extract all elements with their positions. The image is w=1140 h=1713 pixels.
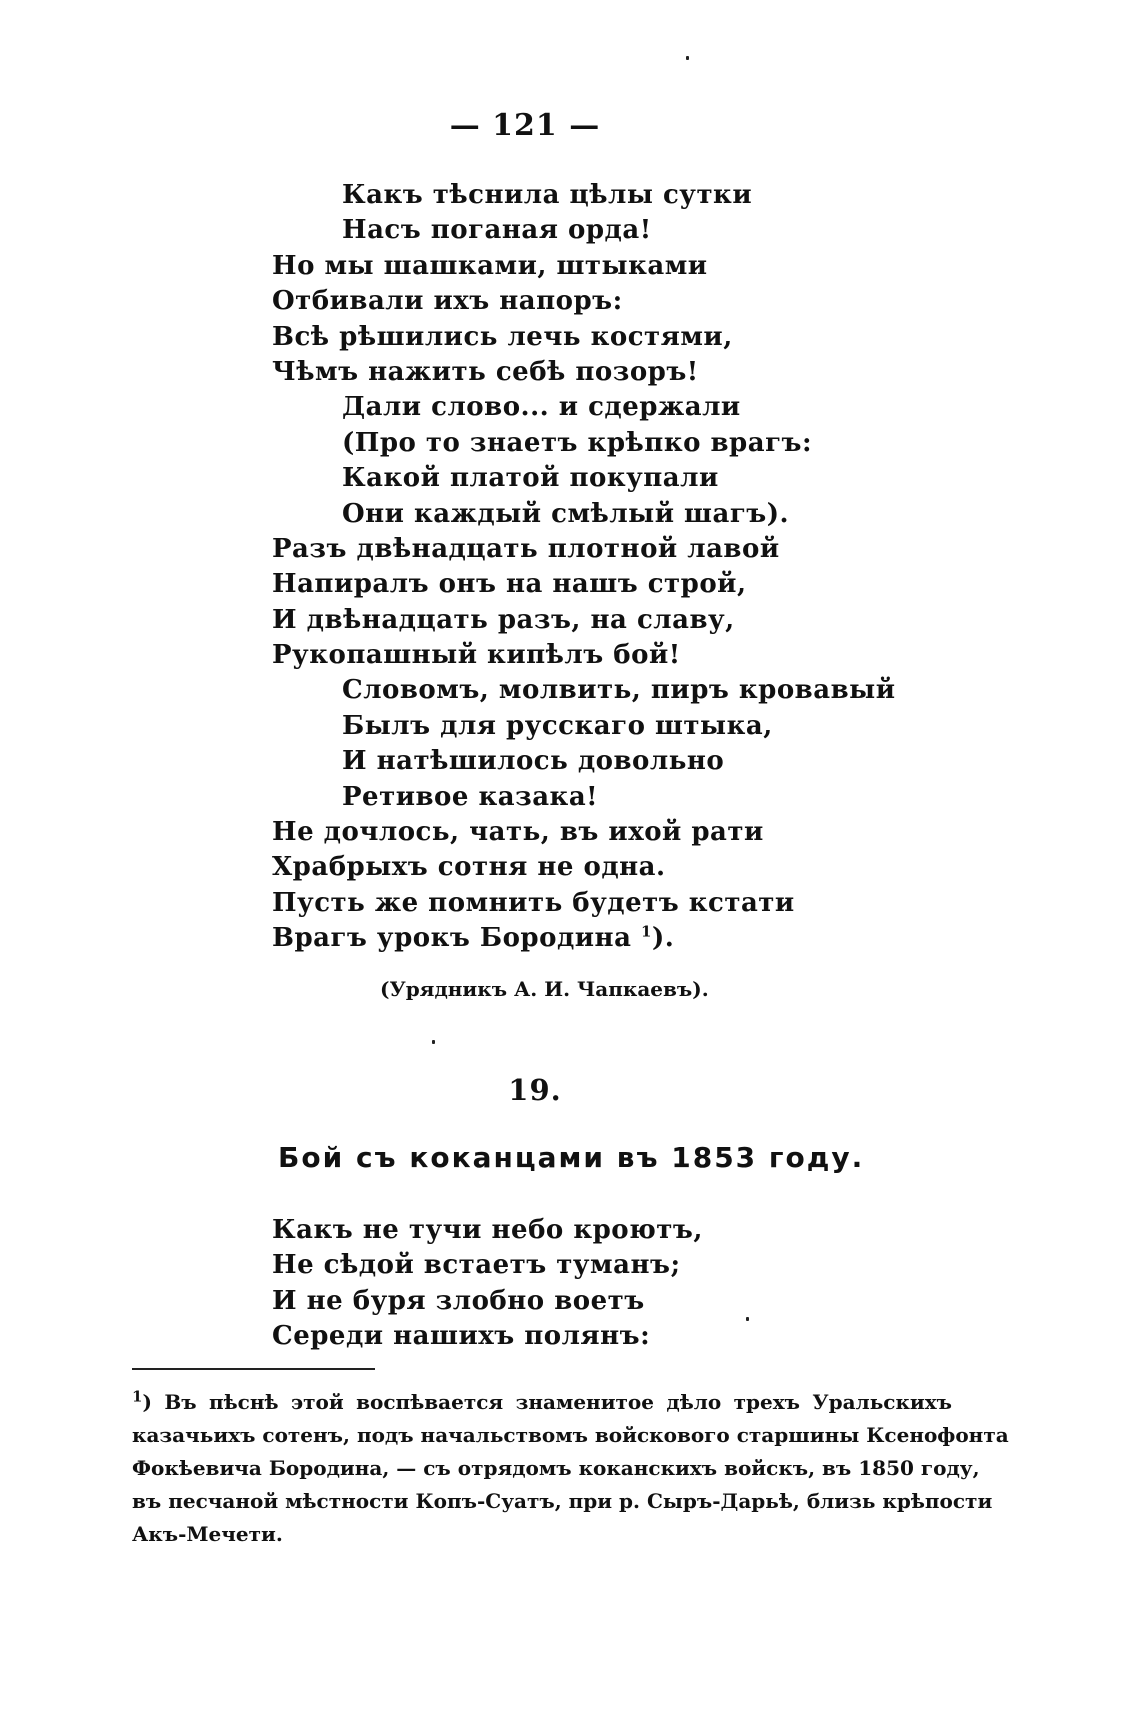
footnote-mark: 1 (132, 1387, 143, 1406)
poem-line: Не сѣдой встаетъ туманъ; (272, 1250, 681, 1281)
poem-line: Ретивое казака! (342, 781, 599, 812)
poem-line: Дали слово... и сдержали (342, 392, 741, 423)
poem-stanza-continued (272, 178, 896, 957)
song-number: 19. (508, 1073, 562, 1107)
footnote-line-1 (132, 1386, 952, 1419)
poem-line: Но мы шашками, штыками (272, 250, 708, 281)
poem-line: И не буря злобно воетъ (272, 1285, 645, 1316)
poem-line: Пусть же помнить будетъ кстати (272, 887, 795, 918)
poem-line: Чѣмъ нажить себѣ позоръ! (272, 356, 699, 387)
poem-line: Былъ для русскаго штыка, (342, 710, 773, 741)
poem-line: И натѣшилось довольно (342, 746, 725, 777)
footnote-line: въ песчаной мѣстности Копъ-Суатъ, при р. Сыръ-Дарьѣ, близь крѣпости (132, 1489, 993, 1513)
footnote-divider (132, 1368, 375, 1370)
poem-line: Середи нашихъ полянъ: (272, 1321, 651, 1352)
poem-line-last (272, 921, 892, 956)
footnote-reference[interactable]: 1 (641, 922, 652, 941)
footnote-line-text: ) Въ пѣснѣ этой воспѣвается знаменитое дѣло трехъ Уральскихъ (142, 1390, 952, 1414)
footnote-line: Акъ-Мечети. (132, 1522, 283, 1546)
page-number: — 121 — (449, 108, 601, 143)
poem-stanza-next (272, 1213, 892, 1355)
poem-attribution: (Урядникъ А. И. Чапкаевъ). (380, 977, 709, 1001)
poem-line-suffix: ). (651, 923, 675, 954)
poem-line: Они каждый смѣлый шагъ). (342, 498, 790, 529)
poem-line: Словомъ, молвить, пиръ кровавый (342, 675, 896, 706)
poem-line: Храбрыхъ сотня не одна. (272, 852, 666, 883)
poem-line-text: Врагъ урокъ Бородина (272, 923, 632, 954)
footnote (132, 1386, 1009, 1551)
poem-line: Напиралъ онъ на нашъ строй, (272, 569, 747, 600)
footnote-line: казачьихъ сотенъ, подъ начальствомъ войскового старшины Ксенофонта (132, 1423, 1009, 1447)
scan-speck (686, 56, 689, 60)
poem-line: Рукопашный кипѣлъ бой! (272, 640, 681, 671)
poem-line: Какъ тѣснила цѣлы сутки (342, 180, 753, 210)
poem-line: Разъ двѣнадцать плотной лавой (272, 533, 780, 564)
poem-line: Какой платой покупали (342, 463, 719, 494)
poem-line: Всѣ рѣшились лечь костями, (272, 321, 733, 352)
poem-line: (Про то знаетъ крѣпко врагъ: (342, 427, 813, 458)
poem-line: Какъ не тучи небо кроютъ, (272, 1215, 703, 1245)
poem-line: Насъ поганая орда! (342, 215, 652, 246)
scan-speck (432, 1040, 435, 1044)
song-title: Бой съ коканцами въ 1853 году. (278, 1141, 865, 1174)
poem-line: И двѣнадцать разъ, на славу, (272, 604, 735, 635)
poem-line: Отбивали ихъ напоръ: (272, 286, 623, 317)
footnote-line: Фокѣевича Бородина, — съ отрядомъ коканскихъ войскъ, въ 1850 году, (132, 1456, 980, 1480)
poem-line: Не дочлось, чать, въ ихой рати (272, 817, 764, 848)
